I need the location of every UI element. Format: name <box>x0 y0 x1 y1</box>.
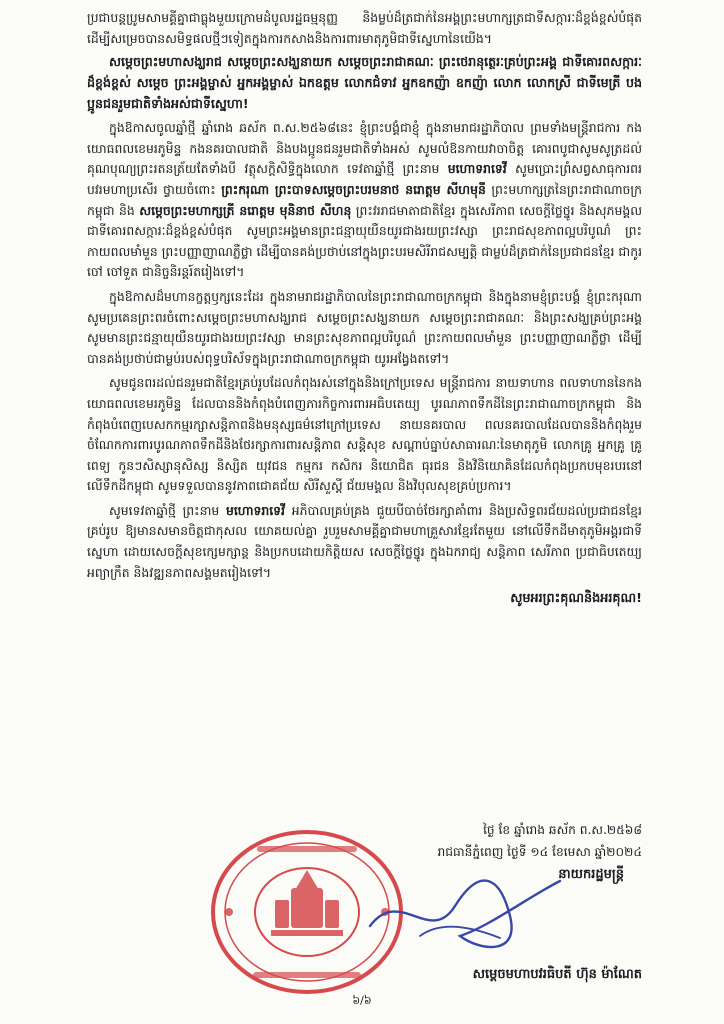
salutation: សម្តេចព្រះមហាសង្ឃរាជ សម្តេចព្រះសង្ឃនាយក សម្តេចព្រះរាជាគណៈ ព្រះថេរានុត្ថេរៈគ្រប់ព្រះអង្គ ជាទីគោរពសក្ការៈដ៏ខ្ពង់ខ្ពស់ សម្តេច ព្រះអង្គម្ចាស់ អ្នកអង្គម្ចាស់ ឯកឧត្តម លោកជំទាវ អ្នកឧកញ៉ា ឧកញ៉ា លោក លោកស្រី ជាទីមេត្រី បងប្អូនជនរួមជាតិទាំងអស់ជាទីស្នេហា! <box>87 54 642 112</box>
page-number: ៦/៦ <box>352 994 372 1007</box>
paragraph-text: ព្រះមហាក្សត្រនៃព្រះរាជាណាចក្រកម្ពុជា និង <box>87 181 642 218</box>
signature-icon <box>360 866 570 956</box>
signer-name: សម្តេចមហាបវរធិបតី ហ៊ុន ម៉ាណែត <box>472 967 642 982</box>
paragraph-text: សូមទេវតាឆ្នាំថ្មី ព្រះនាម <box>109 502 220 518</box>
king-title: ព្រះករុណា ព្រះបាទសម្តេចព្រះបរមនាថ នរោត្តម សីហមុនី <box>221 181 486 197</box>
paragraph-final-wish <box>87 501 642 583</box>
deity-name: មហោទរាទេវី <box>447 161 507 177</box>
queen-mother-title: សម្តេចព្រះមហាក្សត្រី នរោត្តម មុនិនាថ សីហនុ <box>139 202 352 218</box>
lunar-date: ថ្ងៃ ខែ ឆ្នាំរោង ឆស័ក ព.ស.២៥៦៨ <box>483 823 642 837</box>
paragraph-text: ព្រះវររាជមាតាជាតិខ្មែរ ក្នុងសេរីភាព សេចក្តីថ្លៃថ្នូរ និងសុភមង្គល ជាទីគោរពសក្ការៈដ៏ខ្ពង់ខ្ពស់បំផុត សូមព្រះអង្គមានព្រះជន្មាយុយឺនយូរជាងរយព្រះវស្សា ព្រះរាជសុខភាពល្អបរិបូណ៌ ព្រះកាយពលមាំមួន ព្រះបញ្ញាញាណភ្លឺថ្លា ដើម្បីបានគង់ប្រថាប់នៅក្នុងព្រះបរមសិរីរាជសម្បត្តិ ជាម្លប់ដ៏ត្រជាក់នៃប្រជាជនខ្មែរ ជាកូរ ចៅ ចៅទួត ជានិច្ចនិរន្តរ៍តរៀងទៅ។ <box>87 202 643 280</box>
thanks-line: សូមអរព្រះគុណនិងអរគុណ! <box>510 591 642 607</box>
paragraph-sangha-blessing: ក្នុងឱកាសដ៏មហានក្ខត្តឫក្សនេះដែរ ក្នុងនាមរាជរដ្ឋាភិបាលនៃព្រះរាជាណាចក្រកម្ពុជា និងក្នុងនាមខ្ញុំព្រះបង្គំ ខ្ញុំព្រះករុណា សូមប្រគេនព្រះពរចំពោះសម្តេចព្រះមហាសង្ឃរាជ សម្តេចព្រះសង្ឃនាយក សម្តេចព្រះរាជាគណៈ និងព្រះសង្ឃគ្រប់ព្រះអង្គ សូមមានព្រះជន្មាយុយឺនយូរជាងរយព្រះវស្សា មានព្រះសុខភាពល្អបរិបូណ៌ ព្រះកាយពលមាំមួន ព្រះបញ្ញាញាណភ្លឺថ្លា ដើម្បីបានគង់ប្រថាប់ជាម្លប់របស់ពុទ្ធបរិស័ទក្នុងព្រះរាជាណាចក្រកម្ពុជា យូរអង្វែងតទៅ។ <box>87 288 642 366</box>
paragraph-text: សូមប្រោះព្រំសព្វសាធុការពរ បវរមហាប្រសើរ ថ្វាយចំពោះ <box>87 161 642 197</box>
paragraph-citizens-blessing: សូមជូនពរដល់ជនរួមជាតិខ្មែរគ្រប់រូបដែលកំពុងរស់នៅក្នុងនិងក្រៅប្រទេស មន្ត្រីរាជការ នាយទាហាន ពលទាហាននៃកងយោធពលខេមរភូមិន្ទ ដែលបាននិងកំពុងបំពេញភារកិច្ចការពារអធិបតេយ្យ បូរណភាពទឹកដីនៃព្រះរាជាណាចក្រកម្ពុជា និងកំពុងបំពេញបេសកកម្មរក្សាសន្តិភាពនិងមនុស្សធម៌នៅក្រៅប្រទេស នាយនគរបាល ពលនគរបាលដែលបាននិងកំពុងរួមចំណែកការពារបូរណភាពទឹកដីនិងថែរក្សាការពារសន្តិភាព សន្តិសុខ សណ្តាប់ធ្នាប់សាធារណៈនៃមាតុភូមិ លោកគ្រូ អ្នកគ្រូ គ្រូពេទ្យ កូនៗសិស្សានុសិស្ស និស្សិត យុវជន កម្មករ កសិករ និយោជិត ធុរជន និងវិនិយោគិនដែលកំពុងប្រកបមុខរបរនៅលើទឹកដីកម្ពុជា សូមទទួលបាននូវភាពជោគជ័យ សិរីសួស្តី ជ័យមង្គល និងវិបុលសុខគ្រប់ប្រការ។ <box>87 375 642 494</box>
paragraph-new-year-blessing <box>87 118 642 283</box>
signer-role: នាយករដ្ឋមន្ត្រី <box>558 867 624 882</box>
paragraph-text: អភិបាលគ្រប់គ្រង ជួយបីបាច់ថែរក្សាគាំពារ និងប្រសិទ្ធពរជ័យដល់ប្រជាជនខ្មែរគ្រប់រូប ឱ្យមានសមានចិត្តជាកុសល យោគយល់គ្នា រួបរួមសាមគ្គីគ្នាជាមហាគ្រួសារខ្មែរតែមួយ នៅលើទឹកដីមាតុភូមិអង្គរជាទីស្នេហា ដោយសេចក្តីសុខក្សេមក្សាន្ត និងប្រកបដោយកិត្តិយស សេចក្តីថ្លៃថ្នូរ ក្នុងឯករាជ្យ សន្តិភាព សេរីភាព ប្រជាធិបតេយ្យ អព្យាក្រឹត និងវឌ្ឍនភាពសង្គមតរៀងទៅ។ <box>87 502 642 580</box>
solar-date: រាជធានីភ្នំពេញ ថ្ងៃទី ១៤ ខែមេសា ឆ្នាំ២០២៤ <box>437 845 642 859</box>
paragraph-text: ក្នុងឱកាសចូលឆ្នាំថ្មី ឆ្នាំរោង ឆស័ក ព.ស.២៥៦៨នេះ ខ្ញុំព្រះបង្គំជាខ្ញុំ ក្នុងនាមរាជរដ្ឋាភិបាល ព្រមទាំងមន្ត្រីរាជការ កងយោធពលខេមរភូមិន្ទ កងនគរបាលជាតិ និងបងប្អូនជនរួមជាតិទាំងអស់ សូមលំឱនកាយវាចាចិត្ត គោរពបូជាសូមសូត្រដល់គុណបុណ្យព្រះរតនត្រ័យតែទាំងបី វត្ថុសក្តិសិទ្ធិក្នុងលោក ទេវតាឆ្នាំថ្មី ព្រះនាម <box>87 120 642 177</box>
deity-name: មហោទរាទេវី <box>225 502 285 518</box>
paragraph-closing-unity: ប្រជាបន្តប្រូមសាមគ្គីគ្នាជាធ្លុងមួយក្រោមដំបូលរដ្ឋធម្មនុញ្ញ និងម្លប់ដ៏ត្រជាក់នៃអង្គព្រះមហាក្សត្រជាទីសក្ការៈដ៏ខ្ពង់ខ្ពស់បំផុត ដើម្បីសម្រេចបានសមិទ្ធផលថ្មីៗទៀតក្នុងការកសាងនិងការពារមាតុភូមិជាទីស្នេហានៃយើង។ <box>87 10 642 46</box>
